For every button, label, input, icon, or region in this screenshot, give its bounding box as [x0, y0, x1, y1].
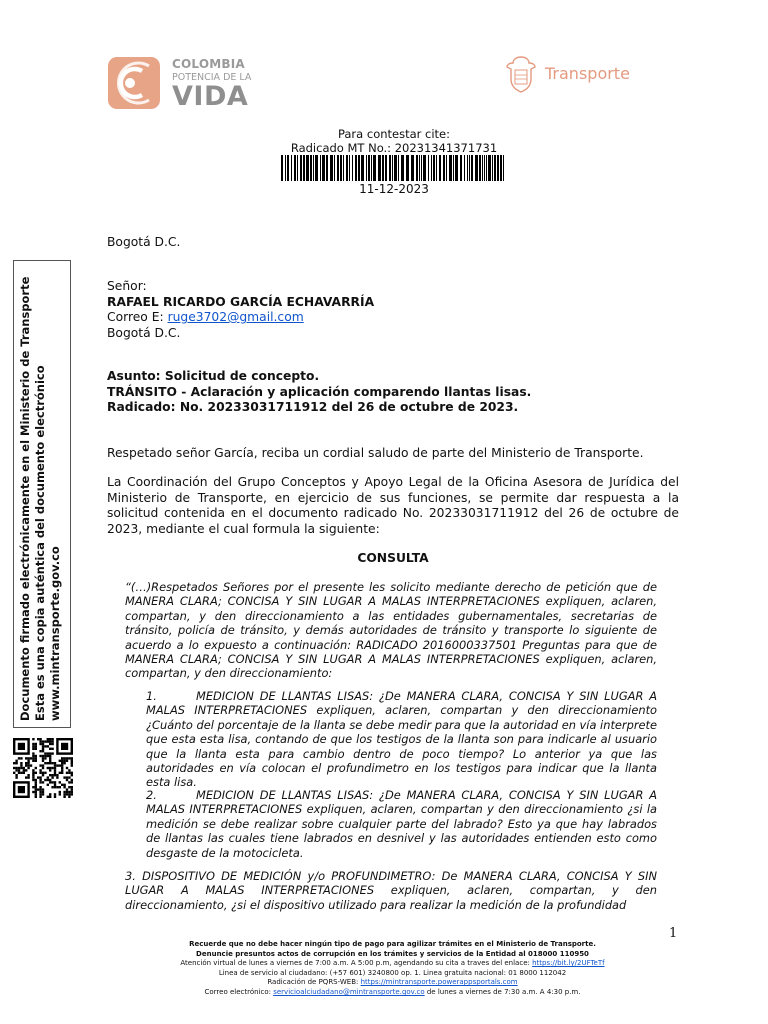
radicado-number: Radicado MT No.: 20231341371731	[290, 141, 498, 155]
consulta-heading: CONSULTA	[357, 551, 429, 565]
coat-of-arms-icon	[505, 55, 537, 93]
greeting-paragraph: Respetado señor García, reciba un cordial saludo de parte del Ministerio de Transporte.	[107, 446, 644, 460]
footer-email-label: Correo electrónico:	[204, 987, 274, 996]
qr-code-icon	[13, 738, 73, 798]
question-1-number: 1.	[146, 689, 157, 703]
subject-line-2: TRÁNSITO - Aclaración y aplicación comparendo llantas lisas.	[107, 384, 532, 399]
email-label: Correo E:	[107, 310, 168, 324]
logo-text-vida: VIDA	[172, 81, 249, 112]
letter-city: Bogotá D.C.	[107, 235, 181, 249]
stamp-line-2: Esta es una copia auténtica del documento electrónico	[33, 365, 47, 721]
colombia-potencia-vida-logo	[108, 55, 258, 111]
footer-virtual-text: Atención virtual de lunes a viernes de 7:00 a.m. A 5:00 p.m, agendando su cita a traves del enlace:	[180, 959, 533, 968]
radicado-block	[250, 127, 538, 196]
footer-email-hours: de lunes a viernes de 7:30 a.m. A 4:30 p.m.	[424, 987, 581, 996]
question-2	[146, 788, 657, 860]
recipient-email-link[interactable]: ruge3702@gmail.com	[167, 310, 304, 324]
salutation-title: Señor:	[107, 279, 147, 293]
subject-line-3: Radicado: No. 20233031711912 del 26 de octubre de 2023.	[107, 400, 519, 414]
question-1	[146, 689, 657, 790]
recipient-name: RAFAEL RICARDO GARCÍA ECHAVARRÍA	[107, 294, 375, 309]
question-2-number: 2.	[146, 788, 157, 802]
question-3: 3. DISPOSITIVO DE MEDICIÓN y/o PROFUNDIMETRO: De MANERA CLARA, CONCISA Y SIN LUGAR A MALAS INTERPRETACIONES expliquen, aclaren, compartan, y den direccionamiento, ¿si el dispositivo utilizado para realizar la medición de la profundidad	[125, 869, 657, 912]
question-1-text: MEDICION DE LLANTAS LISAS: ¿De MANERA CLARA, CONCISA Y SIN LUGAR A MALAS INTERPRETACIONES expliquen, aclaren, compartan y den direccionamiento ¿Cuánto del porcentaje de la llanta se debe medir para que la autoridad en vía interprete que esta esta lisa, contando de que los testigos de la llanta son para indicarle al usuario que la llanta esta para cambio dentro de poco tiempo? Lo anterior ya que las autoridades en vía colocan el profundimetro en los testigos para indicar que la llanta esta lisa.	[146, 689, 657, 790]
footer-phone-lines: Linea de servicio al ciudadano: (+57 601) 3240800 op. 1. Linea gratuita nacional: 01 8000 112042	[218, 968, 567, 977]
barcode-icon	[281, 155, 507, 181]
quoted-request-intro: “(…)Respetados Señores por el presente les solicito mediante derecho de petición que de MANERA CLARA; CONCISA Y SIN LUGAR A MALAS INTERPRETACIONES expliquen, aclaren, compartan, y den direccionamiento a las entidades gubernamentales, secretarias de tránsito, policía de tránsito, y demás autoridades de tránsito y transporte lo siguiente de acuerdo a lo expuesto a continuación: RADICADO 2016000337501 Preguntas para que de MANERA CLARA; CONCISA Y SIN LUGAR A MALAS INTERPRETACIONES expliquen, aclaren, compartan, y den direccionamiento:	[125, 580, 657, 681]
stamp-line-1: Documento firmado electrónicamente en el Ministerio de Transporte	[18, 276, 32, 721]
footer-appointment-link[interactable]: https://bit.ly/2UFTeTf	[532, 959, 605, 968]
footer-payment-notice: Recuerde que no debe hacer ningún tipo de pago para agilizar trámites en el Ministerio de Transporte.	[189, 940, 596, 948]
footer-pqrs-label: Radicación de PQRS-WEB:	[267, 978, 361, 987]
logo-text-potencia: POTENCIA DE LA	[172, 72, 252, 83]
recipient-block	[107, 279, 374, 341]
ministerio-transporte-logo	[505, 55, 645, 95]
intro-paragraph: La Coordinación del Grupo Conceptos y Apoyo Legal de la Oficina Asesora de Jurídica del Ministerio de Transporte, en ejercicio de sus funciones, se permite dar respuesta a la solicitud contenida en el documento radicado No. 20233031711912 del 26 de octubre de 2023, mediante el cual formula la siguiente:	[107, 475, 679, 536]
recipient-email-line	[107, 310, 374, 326]
footer-pqrs-link[interactable]: https://mintransporte.powerappsportals.com	[360, 978, 518, 987]
footer	[120, 940, 665, 998]
footer-pqrs	[120, 978, 665, 988]
footer-email-link[interactable]: servicioalciudadano@mintransporte.gov.co	[273, 987, 425, 996]
radicado-date: 11-12-2023	[359, 182, 429, 196]
colombia-logo-mark-icon	[108, 57, 160, 109]
logo-text-colombia: COLOMBIA	[172, 57, 245, 71]
logo-text-transporte: Transporte	[545, 64, 630, 83]
footer-virtual-attention	[120, 959, 665, 969]
subject-block	[107, 369, 531, 416]
radicado-instruction: Para contestar cite:	[337, 127, 451, 141]
question-2-text: MEDICION DE LLANTAS LISAS: ¿De MANERA CLARA, CONCISA Y SIN LUGAR A MALAS INTERPRETACIONES expliquen, aclaren, compartan y den direccionamiento ¿si la medición se debe realizar sobre cualquier parte del labrado? Esto ya que hay labrados de llantas las cuales tiene labrados en desnivel y las autoridades entienden esto como desgaste de la motocicleta.	[146, 788, 657, 860]
footer-email-line	[120, 988, 665, 998]
electronic-signature-stamp	[13, 260, 71, 728]
recipient-city: Bogotá D.C.	[107, 325, 181, 340]
page-number: 1	[669, 926, 678, 941]
subject-line-1: Asunto: Solicitud de concepto.	[107, 369, 320, 383]
footer-corruption-notice: Denuncie presuntos actos de corrupción en los trámites y servicios de la Entidad al 018000 110950	[196, 949, 589, 958]
stamp-line-3: www.mintransporte.gov.co	[48, 546, 62, 721]
